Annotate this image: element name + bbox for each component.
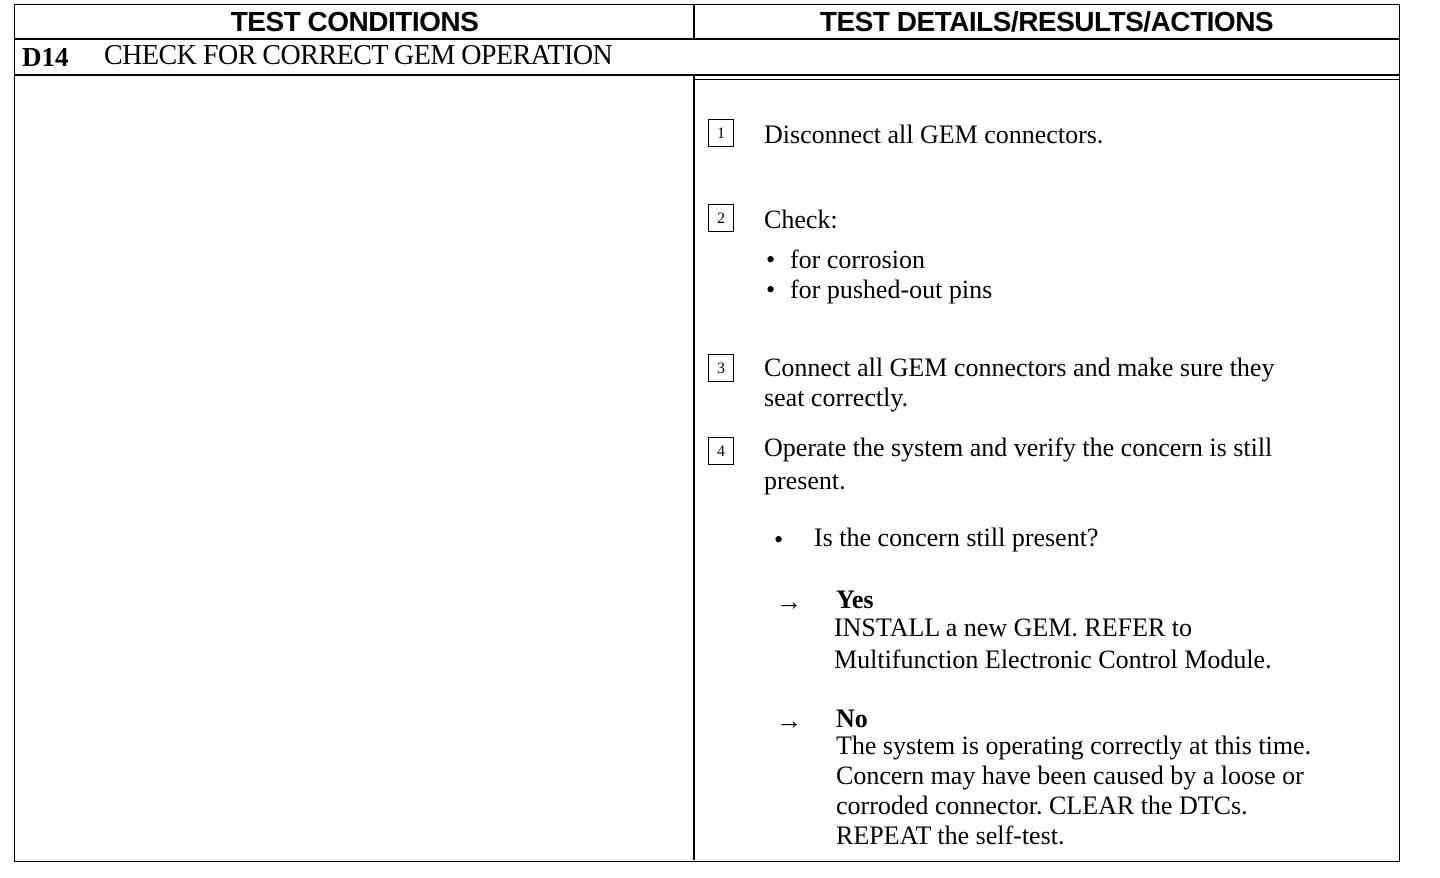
step-4-text-line-1: Operate the system and verify the concern is still (764, 433, 1273, 462)
answer-yes-line-2: Multifunction Electronic Control Module. (834, 645, 1272, 674)
section-code: D14 (22, 42, 69, 72)
step-4-text-line-2: present. (764, 466, 846, 495)
answer-no-line-3: corroded connector. CLEAR the DTCs. (836, 791, 1248, 820)
right-cell-top-border (693, 79, 1399, 80)
bullet-dot: • (766, 275, 776, 304)
answer-yes-line-1: INSTALL a new GEM. REFER to (834, 613, 1193, 642)
step-2-bullet-corrosion: for corrosion (790, 245, 926, 274)
section-divider (14, 74, 1400, 76)
arrow-icon: → (776, 706, 802, 735)
section-title: CHECK FOR CORRECT GEM OPERATION (104, 40, 613, 71)
question-bullet: • (774, 525, 784, 554)
step-3-number-box: 3 (708, 354, 734, 382)
answer-yes-label: Yes (836, 585, 874, 614)
answer-no-line-1: The system is operating correctly at this time. (836, 731, 1312, 760)
arrow-icon: → (776, 587, 802, 616)
question-text: Is the concern still present? (814, 523, 1099, 552)
bullet-dot: • (766, 245, 776, 274)
test-details-header: TEST DETAILS/RESULTS/ACTIONS (819, 6, 1274, 37)
answer-no-line-4: REPEAT the self-test. (836, 821, 1065, 850)
step-2-text: Check: (764, 205, 838, 234)
step-4-number-box: 4 (708, 437, 734, 465)
step-2-bullet-pins: for pushed-out pins (790, 275, 993, 304)
answer-no-label: No (836, 704, 868, 733)
step-3-text-line-2: seat correctly. (764, 383, 909, 412)
answer-no-line-2: Concern may have been caused by a loose or (836, 761, 1304, 790)
step-2-number-box: 2 (708, 204, 734, 232)
step-1-text: Disconnect all GEM connectors. (764, 120, 1104, 149)
step-1-number-box: 1 (708, 119, 734, 147)
column-divider (693, 75, 695, 860)
step-3-text-line-1: Connect all GEM connectors and make sure they (764, 353, 1275, 382)
test-conditions-header: TEST CONDITIONS (230, 6, 479, 37)
